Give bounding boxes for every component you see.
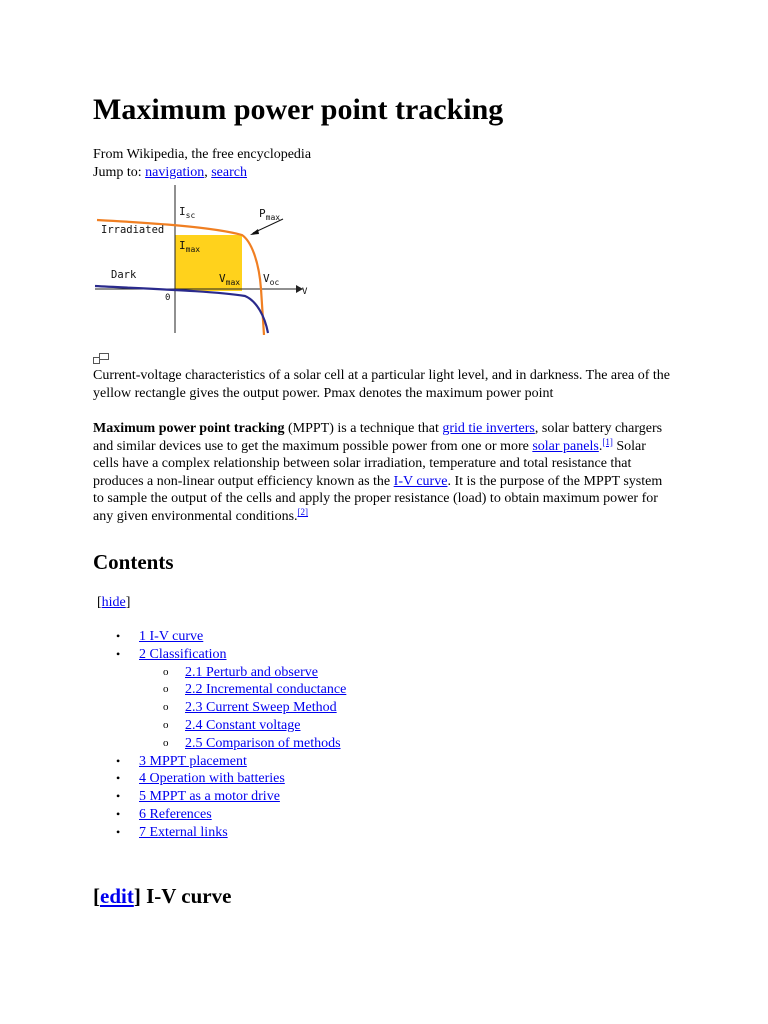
magnify-clip-icon[interactable] (93, 353, 109, 364)
table-of-contents (93, 628, 346, 842)
toc-link[interactable]: 1 I-V curve (139, 629, 204, 644)
toc-item (93, 699, 346, 717)
bullet-icon: • (116, 806, 121, 821)
toc-link[interactable]: 6 References (139, 806, 212, 822)
edit-section-link[interactable]: edit (100, 884, 134, 908)
bullet-icon: • (116, 771, 121, 786)
iv-curve-figure[interactable] (93, 183, 315, 335)
toc-link[interactable]: 2.5 Comparison of methods (185, 735, 341, 751)
bracket: ] (133, 884, 147, 908)
reference-1-link[interactable]: [1] (602, 436, 613, 447)
toc-link[interactable]: 5 MPPT as a motor drive (139, 789, 280, 805)
toc-item (93, 664, 346, 682)
pmax-label: $P_{max}$ (259, 207, 281, 222)
figure-caption: Current-voltage characteristics of a solar cell at a particular light level, and in darkness. The area of the yellow rectangle gives the output power. Pmax denotes the maximum power point (93, 368, 670, 401)
jump-to-label: Jump to: (93, 165, 146, 180)
toc-toggle (97, 594, 130, 612)
navigation-link[interactable]: navigation (145, 165, 205, 180)
toc-item (93, 806, 346, 824)
bold-term: Maximum power point tracking (93, 421, 285, 436)
dark-curve (95, 286, 268, 333)
toc-link[interactable]: 7 External links (139, 824, 228, 840)
toc-item (93, 788, 346, 806)
bracket: [ (93, 884, 100, 908)
jump-separator: , (204, 165, 212, 180)
dark-label: Dark (111, 269, 137, 281)
bullet-icon: o (163, 736, 169, 749)
reference-2-link[interactable]: [2] (297, 506, 309, 517)
intro-paragraph (93, 420, 673, 526)
toc-link[interactable]: 2.2 Incremental conductance (185, 682, 347, 698)
bracket: ] (125, 595, 131, 610)
toc-link[interactable]: 2 Classification (139, 646, 227, 662)
grid-tie-inverters-link[interactable]: grid tie inverters (442, 421, 535, 436)
bullet-icon: • (116, 753, 121, 768)
origin-label: 0 (165, 293, 171, 303)
irradiated-label: Irradiated (101, 224, 165, 236)
bullet-icon: • (116, 789, 121, 804)
section-title: I-V curve (146, 884, 232, 908)
toc-item (93, 770, 346, 788)
bullet-icon: • (116, 646, 121, 661)
toc-item (93, 681, 346, 699)
isc-label: $I_{sc}$ (179, 205, 196, 220)
intro-text: . (598, 438, 603, 454)
toc-item (93, 646, 346, 664)
bullet-icon: o (163, 683, 169, 696)
intro-text: . It is the purpose of the MPPT system to sample the output of the cells and apply the proper resistance (load) to obtain maximum power for any given environmental conditions. (93, 473, 663, 524)
toc-item (93, 735, 346, 753)
hide-toc-link[interactable]: hide (101, 595, 126, 610)
search-link[interactable]: search (211, 165, 247, 180)
intro-text: , solar battery chargers and similar devices use to get the maximum possible power from one or more (93, 421, 663, 454)
toc-link[interactable]: 2.3 Current Sweep Method (185, 700, 337, 716)
bullet-icon: o (163, 701, 169, 714)
bullet-icon: o (163, 665, 169, 678)
site-subtitle: From Wikipedia, the free encyclopedia (93, 147, 312, 162)
voc-label: $V_{oc}$ (263, 272, 280, 287)
v-axis-label: V (302, 287, 308, 297)
iv-curve-link[interactable]: I-V curve (393, 473, 448, 489)
toc-item (93, 753, 346, 771)
toc-link[interactable]: 3 MPPT placement (139, 753, 247, 769)
bullet-icon: o (163, 718, 169, 731)
section-heading-iv-curve (93, 883, 231, 909)
toc-item (93, 717, 346, 735)
bracket: [ (97, 595, 102, 610)
toc-link[interactable]: 4 Operation with batteries (139, 771, 285, 787)
contents-heading: Contents (93, 550, 174, 574)
imax-label: $I_{max}$ (179, 239, 201, 254)
bullet-icon: • (116, 629, 121, 643)
toc-link[interactable]: 2.1 Perturb and observe (185, 664, 318, 680)
page-title: Maximum power point tracking (93, 93, 504, 126)
intro-text: Solar cells have a complex relationship between solar irradiation, temperature and total resistance that produces a non-linear output efficiency known as the (93, 438, 646, 489)
solar-panels-link[interactable]: solar panels (532, 438, 599, 454)
pmax-pointer-arrow (250, 229, 259, 235)
vmax-label: $V_{max}$ (219, 272, 241, 287)
bullet-icon: • (116, 824, 121, 839)
toc-item (93, 824, 346, 842)
intro-text: (MPPT) is a technique that (284, 421, 443, 436)
toc-item (93, 628, 346, 646)
jump-to-links (93, 164, 247, 182)
toc-link[interactable]: 2.4 Constant voltage (185, 717, 301, 733)
